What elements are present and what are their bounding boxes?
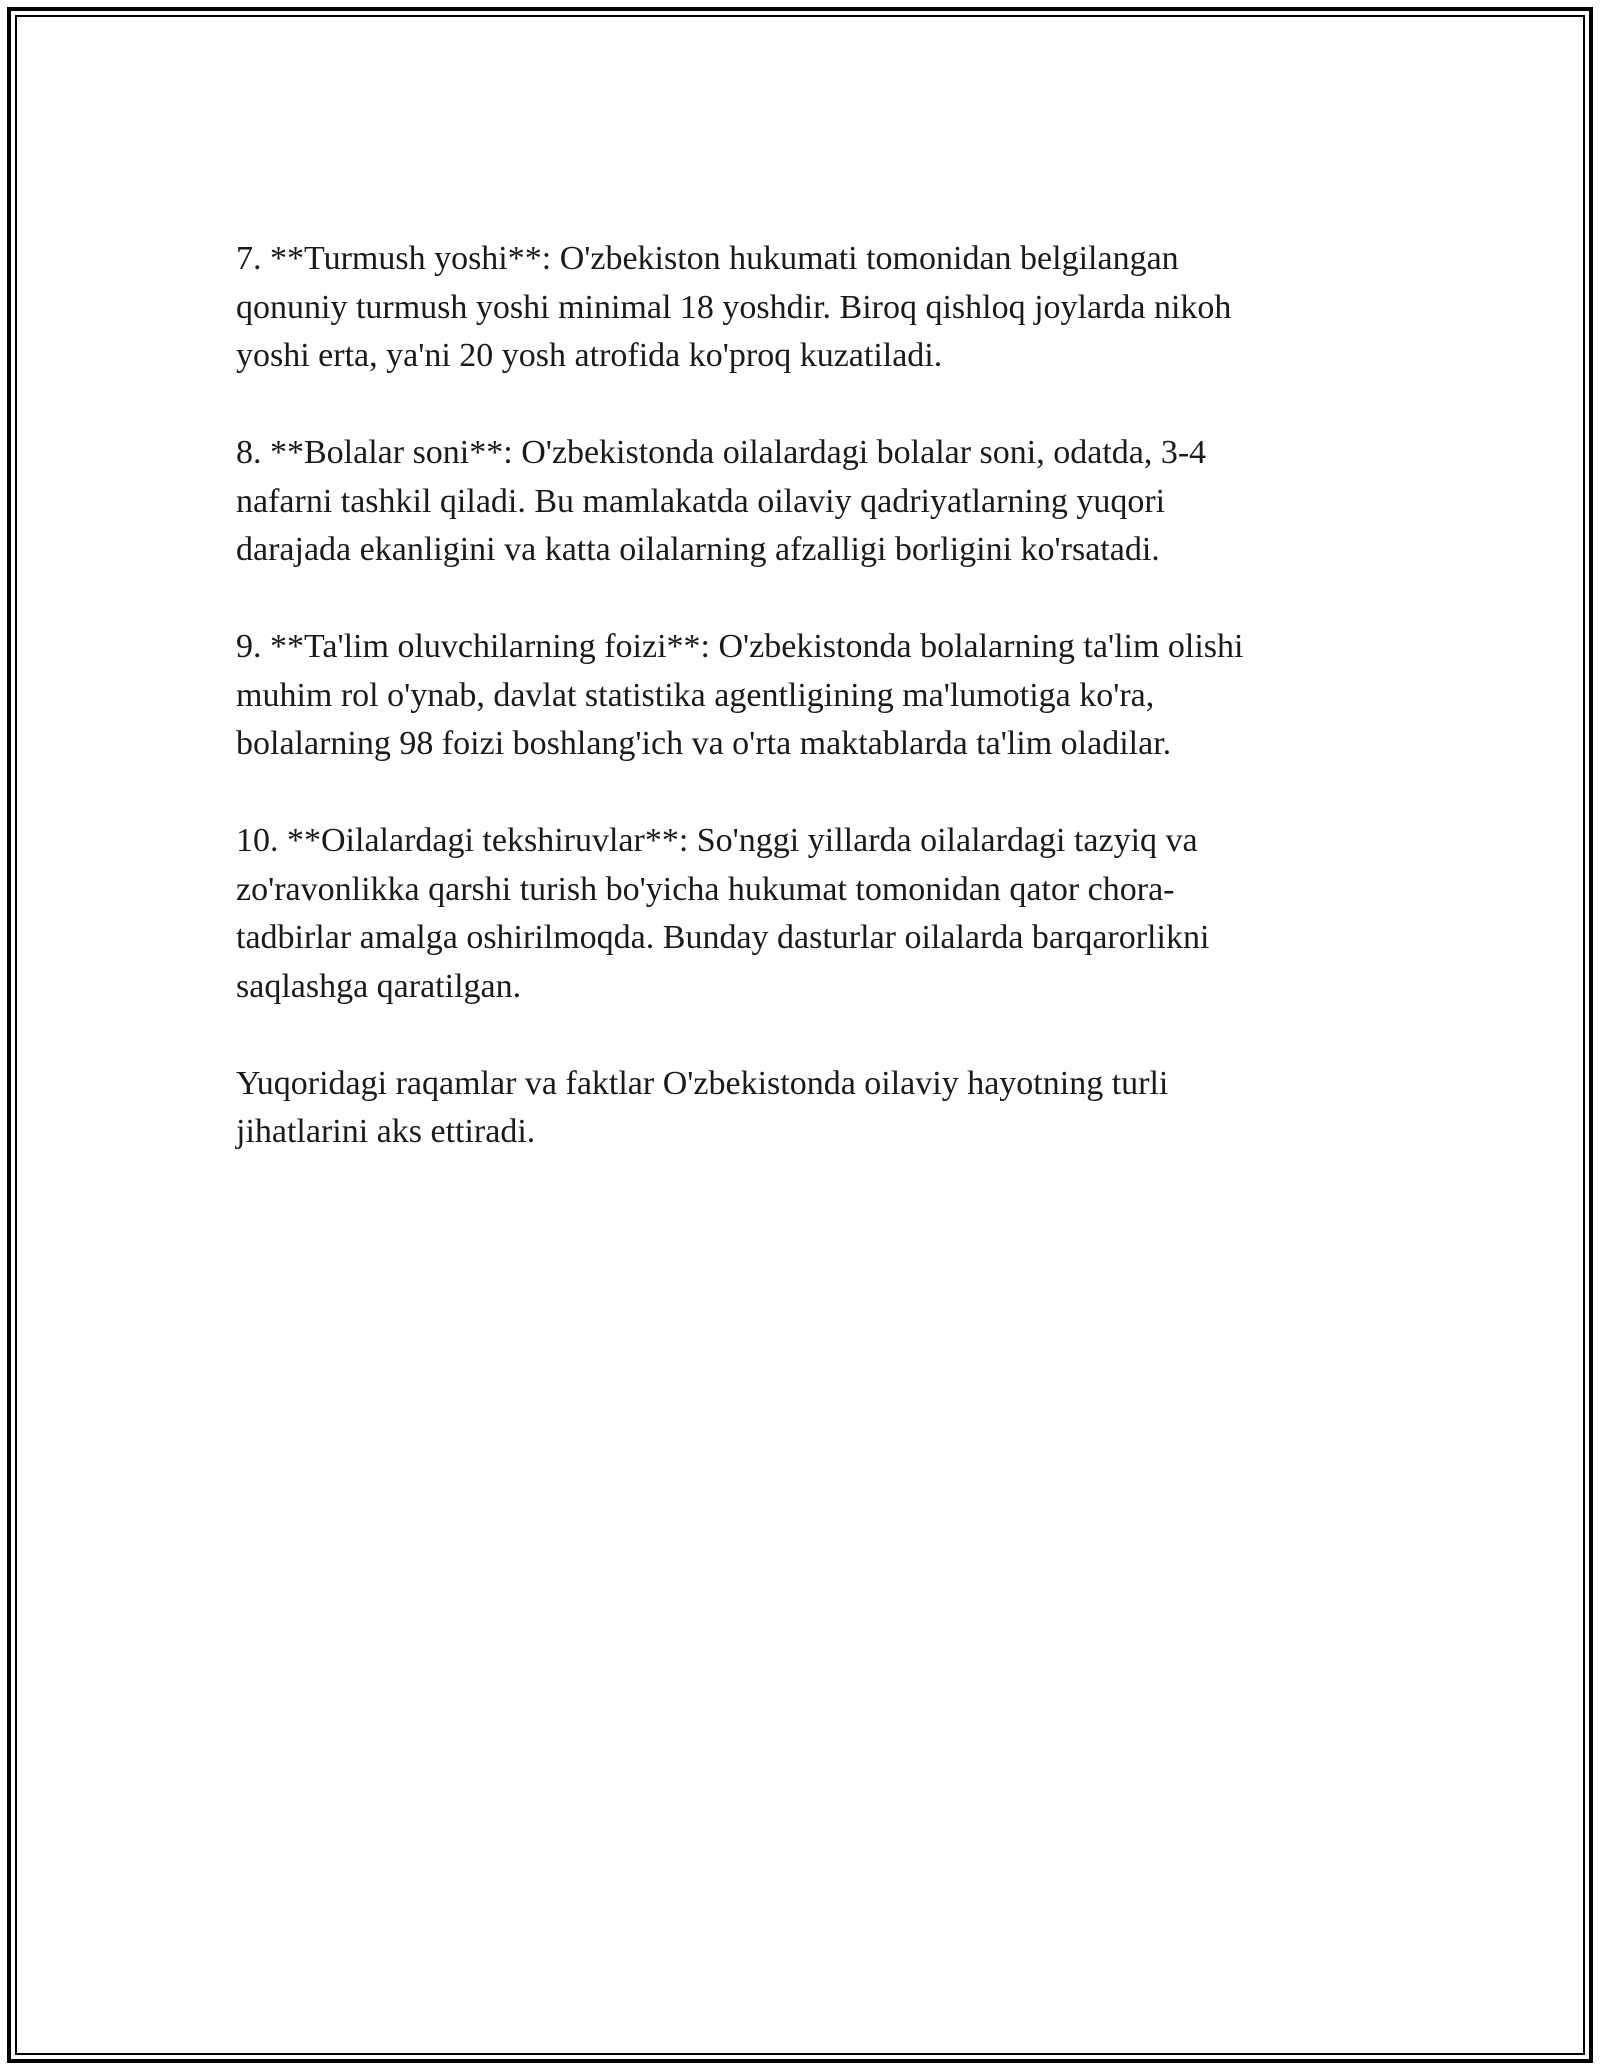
paragraph-children-count (236, 429, 1356, 575)
text-line: jihatlarini aks ettiradi. (236, 1113, 536, 1150)
text-line: bolalarning 98 foizi boshlang'ich va o'rta maktablarda ta'lim oladilar. (236, 725, 1172, 762)
text-line: yoshi erta, ya'ni 20 yosh atrofida ko'proq kuzatiladi. (236, 337, 943, 374)
text-line: 10. **Oilalardagi tekshiruvlar**: So'nggi yillarda oilalardagi tazyiq va (236, 822, 1198, 859)
text-line: 7. **Turmush yoshi**: O'zbekiston hukumati tomonidan belgilangan (236, 240, 1179, 277)
paragraph-family-checks (236, 817, 1356, 1011)
text-line: nafarni tashkil qiladi. Bu mamlakatda oilaviy qadriyatlarning yuqori (236, 482, 1166, 520)
text-line: qonuniy turmush yoshi minimal 18 yoshdir. Biroq qishloq joylarda nikoh (236, 288, 1232, 326)
text-line: 8. **Bolalar soni**: O'zbekistonda oilalardagi bolalar soni, odatda, 3-4 (236, 434, 1207, 471)
document-body (236, 235, 1356, 1205)
text-line: darajada ekanligini va katta oilalarning afzalligi borligini ko'rsatadi. (236, 531, 1160, 568)
text-line: muhim rol o'ynab, davlat statistika agentligining ma'lumotiga ko'ra, (236, 676, 1155, 714)
paragraph-conclusion (236, 1060, 1356, 1157)
text-line: tadbirlar amalga oshirilmoqda. Bunday dasturlar oilalarda barqarorlikni (236, 919, 1210, 956)
text-line: Yuqoridagi raqamlar va faktlar O'zbekistonda oilaviy hayotning turli (236, 1064, 1169, 1102)
text-line: 9. **Ta'lim oluvchilarning foizi**: O'zbekistonda bolalarning ta'lim olishi (236, 628, 1244, 665)
paragraph-education-rate (236, 623, 1356, 769)
text-line: saqlashga qaratilgan. (236, 967, 522, 1005)
text-line: zo'ravonlikka qarshi turish bo'yicha hukumat tomonidan qator chora- (236, 870, 1175, 908)
paragraph-marriage-age (236, 235, 1356, 381)
